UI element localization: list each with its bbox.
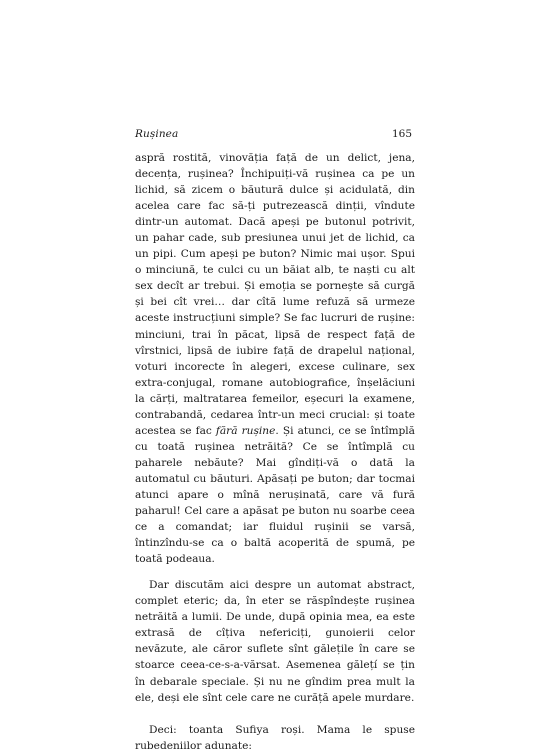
paragraph-1-emphasis: fără rușine	[215, 424, 276, 437]
running-title: Rușinea	[135, 128, 179, 140]
paragraph-1-text-after: . Și atunci, ce se întîmplă cu toată rușinea netrăită? Ce se întîmplă cu paharele nebăute? Mai gîndiți-vă o dată la automatul cu băuturi. Apăsați pe buton; dar tocmai atunci apare o mînă nerușinată, care vă fură paharul! Cel care a apăsat pe buton nu soarbe ceea ce a comandat; iar fluidul rușinii se varsă, întinzîndu-se ca o baltă acoperită de spumă, pe toată podeaua.	[135, 424, 415, 566]
paragraph-2: Dar discutăm aici despre un automat abstract, complet eteric; da, în eter se răspîndește rușinea netrăită a lumii. De unde, după opinia mea, ea este extrasă de cîțiva nefericiți, gunoierii celor nevăzute, ale căror suflete sînt gălețile în care se stoarce ceea-ce-s-a-vărsat. Asemenea gălețí se țin în debarale speciale. Și nu ne gîndim prea mult la ele, deși ele sînt cele care ne curăță apele murdare.	[135, 579, 415, 704]
page-number: 165	[391, 128, 412, 140]
paragraph-1-text-before: aspră rostită, vinovăția față de un delict, jena, decența, rușinea? Închipuiți-vă rușinea ca pe un lichid, să zicem o băutură dulce și acidulată, din acelea care fac să-ți putrezească dinții, vîndute dintr-un automat. Dacă apeși pe butonul potrivit, un pahar cade, sub presiunea unui jet de lichid, ca un pipi. Cum apeși pe buton? Nimic mai ușor. Spui o minciună, te culci cu un băiat alb, te naști cu alt sex decît ar trebui. Și emoția se pornește să curgă și bei cît vrei… dar cîtă lume refuză să urmeze aceste instrucțiuni simple? Se fac lucruri de rușine: minciuni, trai în păcat, lipsă de respect față de vîrstnici, lipsă de iubire față de drapelul național, voturi incorecte în alegeri, excese culinare, sex extra-conjugal, romane autobiografice, înșelăciuni la cărți, maltratarea femeilor, eșecuri la examene, contrabandă, cedarea într-un meci crucial: și toate acestea se fac	[135, 152, 415, 437]
body-text	[135, 150, 415, 754]
paragraph-1	[135, 150, 415, 567]
paragraph-3: Deci: toanta Sufiya roși. Mama le spuse rubedeniilor adunate:	[135, 723, 415, 752]
